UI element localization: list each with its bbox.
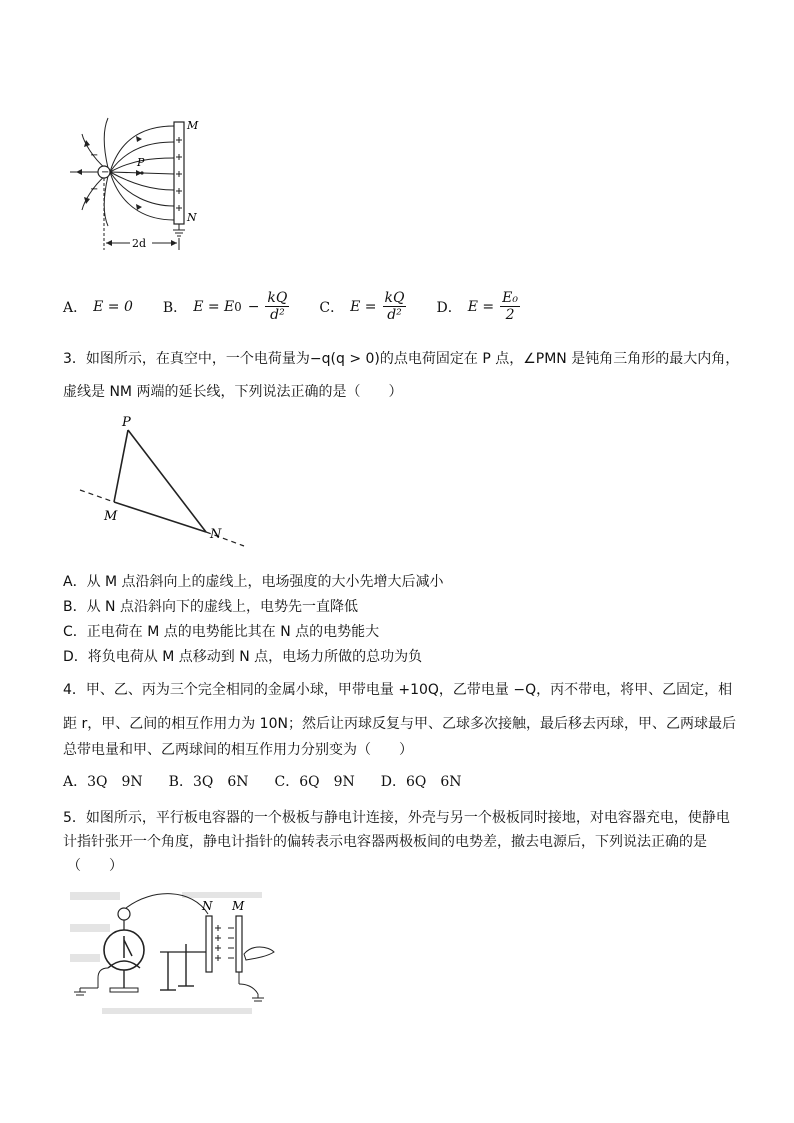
q3-option-a[interactable]: A．从 M 点沿斜向上的虚线上，电场强度的大小先增大后减小 (63, 574, 444, 590)
option-text: E = E (193, 298, 235, 315)
numerator: E₀ (502, 290, 518, 306)
option-letter: D． (436, 299, 462, 316)
q4-options (63, 771, 462, 791)
option-text: E = 0 (93, 298, 133, 315)
point-m-label: M (104, 509, 118, 524)
subscript: 0 (234, 299, 242, 314)
q2-options (63, 290, 520, 323)
q3-stem-line1: 3．如图所示，在真空中，一个电荷量为−q(q > 0)的点电荷固定在 P 点，∠PMN 是钝角三角形的最大内角， (63, 351, 740, 367)
point-n-label: N (187, 211, 197, 224)
point-m-label: M (187, 119, 199, 132)
field-line-figure (62, 112, 222, 252)
sign-label-b: − (90, 184, 99, 195)
point-p-label: P (137, 156, 145, 169)
option-letter: B． (162, 299, 188, 316)
plate-m-label: M (232, 899, 245, 913)
q2-option-d[interactable] (436, 290, 519, 323)
denominator: d² (270, 307, 285, 323)
charge-sign: − (101, 167, 110, 178)
extension-line-m (80, 490, 114, 502)
distance-label: 2d (132, 237, 147, 250)
field-lines (70, 118, 174, 226)
q5-stem-line1: 5．如图所示，平行板电容器的一个极板与静电计连接，外壳与另一个极板同时接地，对电容器充电，使静电 (63, 810, 730, 826)
capacitor-electroscope-figure (62, 884, 282, 1024)
q3-stem-line2: 虚线是 NM 两端的延长线，下列说法正确的是（ ） (63, 384, 403, 400)
q4-option-a[interactable]: A．3Q 9N (63, 774, 143, 790)
q4-stem-line3: 总带电量和甲、乙两球间的相互作用力分别变为（ ） (63, 742, 413, 758)
point-p-label: P (122, 415, 131, 430)
q2-option-b[interactable] (163, 290, 290, 323)
denominator: d² (387, 307, 402, 323)
numerator: kQ (384, 290, 405, 306)
q3-option-b[interactable]: B．从 N 点沿斜向下的虚线上，电势先一直降低 (63, 599, 358, 615)
q4-option-b[interactable]: B．3Q 6N (168, 774, 249, 790)
plate-plus-signs (176, 137, 182, 211)
fraction (383, 290, 407, 323)
option-letter: A． (63, 299, 88, 316)
denominator: 2 (505, 307, 515, 323)
plate-n (206, 916, 212, 972)
fraction (265, 290, 289, 323)
option-letter: C． (319, 299, 345, 316)
numerator: kQ (267, 290, 288, 306)
triangle-figure (78, 412, 258, 552)
minus-sign: − (247, 298, 260, 315)
q5-stem-line3: （ ） (67, 858, 123, 874)
point-n-label: N (210, 527, 222, 542)
plate-n-label: N (202, 899, 213, 913)
option-text: E = (467, 298, 495, 315)
q4-stem-line1: 4．甲、乙、丙为三个完全相同的金属小球，甲带电量 +10Q，乙带电量 −Q，丙不带电，将甲、乙固定，相 (63, 682, 733, 698)
q2-option-c[interactable] (319, 290, 406, 323)
q4-option-c[interactable]: C．6Q 9N (274, 774, 355, 790)
q4-option-d[interactable]: D．6Q 6N (380, 774, 462, 790)
option-text: E = (350, 298, 377, 315)
q4-stem-line2: 距 r，甲、乙间的相互作用力为 10N；然后让丙球反复与甲、乙球多次接触，最后移去丙球，甲、乙两球最后 (63, 716, 736, 732)
q3-option-c[interactable]: C．正电荷在 M 点的电势能比其在 N 点的电势能大 (63, 624, 380, 640)
sign-label-a: − (90, 150, 99, 161)
plate-m (236, 916, 242, 972)
electroscope-knob (118, 908, 130, 920)
q3-option-d[interactable]: D．将负电荷从 M 点移动到 N 点，电场力所做的总功为负 (63, 649, 423, 665)
fraction (500, 290, 520, 323)
q5-stem-line2: 计指针张开一个角度，静电计指针的偏转表示电容器两极板间的电势差，撤去电源后，下列说法正确的是 (63, 834, 707, 850)
q2-option-a[interactable] (63, 297, 133, 317)
